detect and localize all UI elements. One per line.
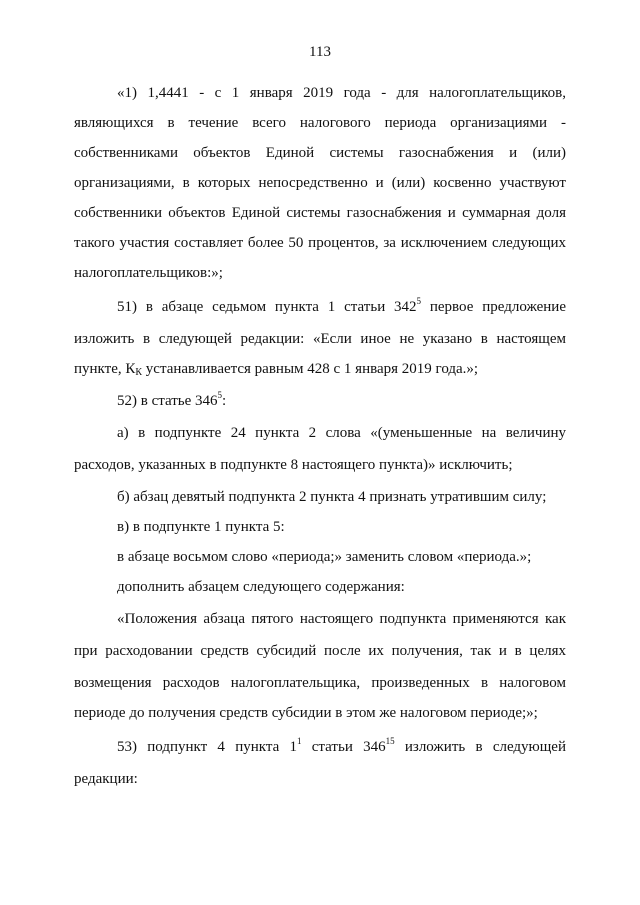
- paragraph-10-line-1: [117, 738, 566, 756]
- paragraph-9-line-2: при расходовании средств субсидий после их получения, так и в целях: [74, 643, 566, 659]
- paragraph-8: дополнить абзацем следующего содержания:: [117, 579, 405, 595]
- paragraph-1-line-7: налогоплательщиков:»;: [74, 265, 223, 281]
- paragraph-2-line-3: [74, 360, 566, 378]
- item-51-text-a: 51) в абзаце седьмом пункта 1 статьи 342: [117, 299, 417, 315]
- paragraph-4-line-1: а) в подпункте 24 пункта 2 слова «(уменьшенные на величину: [117, 425, 566, 441]
- item-51-superscript: 5: [416, 296, 422, 306]
- item-51-line3-a: пункте, К: [74, 361, 136, 377]
- item-52-text-b: :: [222, 393, 227, 409]
- item-53-text-a: 53) подпункт 4 пункта 1: [117, 739, 297, 755]
- item-51-text-b: первое предложение: [421, 299, 566, 315]
- item-51-line3-b: устанавливается равным 428 с 1 января 2019 года.»;: [142, 361, 479, 377]
- paragraph-1-line-1: «1) 1,4441 - с 1 января 2019 года - для налогоплательщиков,: [117, 85, 566, 101]
- item-53-text-b: статьи 346: [301, 739, 386, 755]
- paragraph-6: в) в подпункте 1 пункта 5:: [117, 519, 285, 535]
- paragraph-2-line-2: изложить в следующей редакции: «Если иное не указано в настоящем: [74, 331, 566, 347]
- item-52-text-a: 52) в статье 346: [117, 393, 218, 409]
- page-number: 113: [309, 44, 331, 60]
- paragraph-9-line-3: возмещения расходов налогоплательщика, произведенных в налоговом: [74, 675, 566, 691]
- item-53-superscript-2: 15: [385, 736, 395, 746]
- paragraph-1-line-6: такого участия составляет более 50 процентов, за исключением следующих: [74, 235, 566, 251]
- paragraph-10-line-2: редакции:: [74, 771, 138, 787]
- paragraph-5: б) абзац девятый подпункта 2 пункта 4 признать утратившим силу;: [117, 489, 547, 505]
- paragraph-2-line-1: [117, 298, 566, 316]
- paragraph-9-line-1: «Положения абзаца пятого настоящего подпункта применяются как: [117, 611, 566, 627]
- paragraph-1-line-4: организациями, в которых непосредственно и (или) косвенно участвуют: [74, 175, 566, 191]
- paragraph-7: в абзаце восьмом слово «периода;» заменить словом «периода.»;: [117, 549, 532, 565]
- item-52-superscript: 5: [217, 390, 223, 400]
- paragraph-4-line-2: расходов, указанных в подпункте 8 настоящего пункта)» исключить;: [74, 457, 513, 473]
- paragraph-1-line-3: собственниками объектов Единой системы газоснабжения и (или): [74, 145, 566, 161]
- item-53-text-c: изложить в следующей: [394, 739, 566, 755]
- item-51-subscript: К: [135, 367, 143, 378]
- paragraph-1-line-5: собственники объектов Единой системы газоснабжения и суммарная доля: [74, 205, 566, 221]
- item-53-superscript-1: 1: [297, 736, 302, 746]
- paragraph-9-line-4: периоде до получения средств субсидии в этом же налоговом периоде;»;: [74, 705, 538, 721]
- paragraph-1-line-2: являющихся в течение всего налогового периода организациями -: [74, 115, 566, 131]
- paragraph-3-line-1: [117, 392, 566, 410]
